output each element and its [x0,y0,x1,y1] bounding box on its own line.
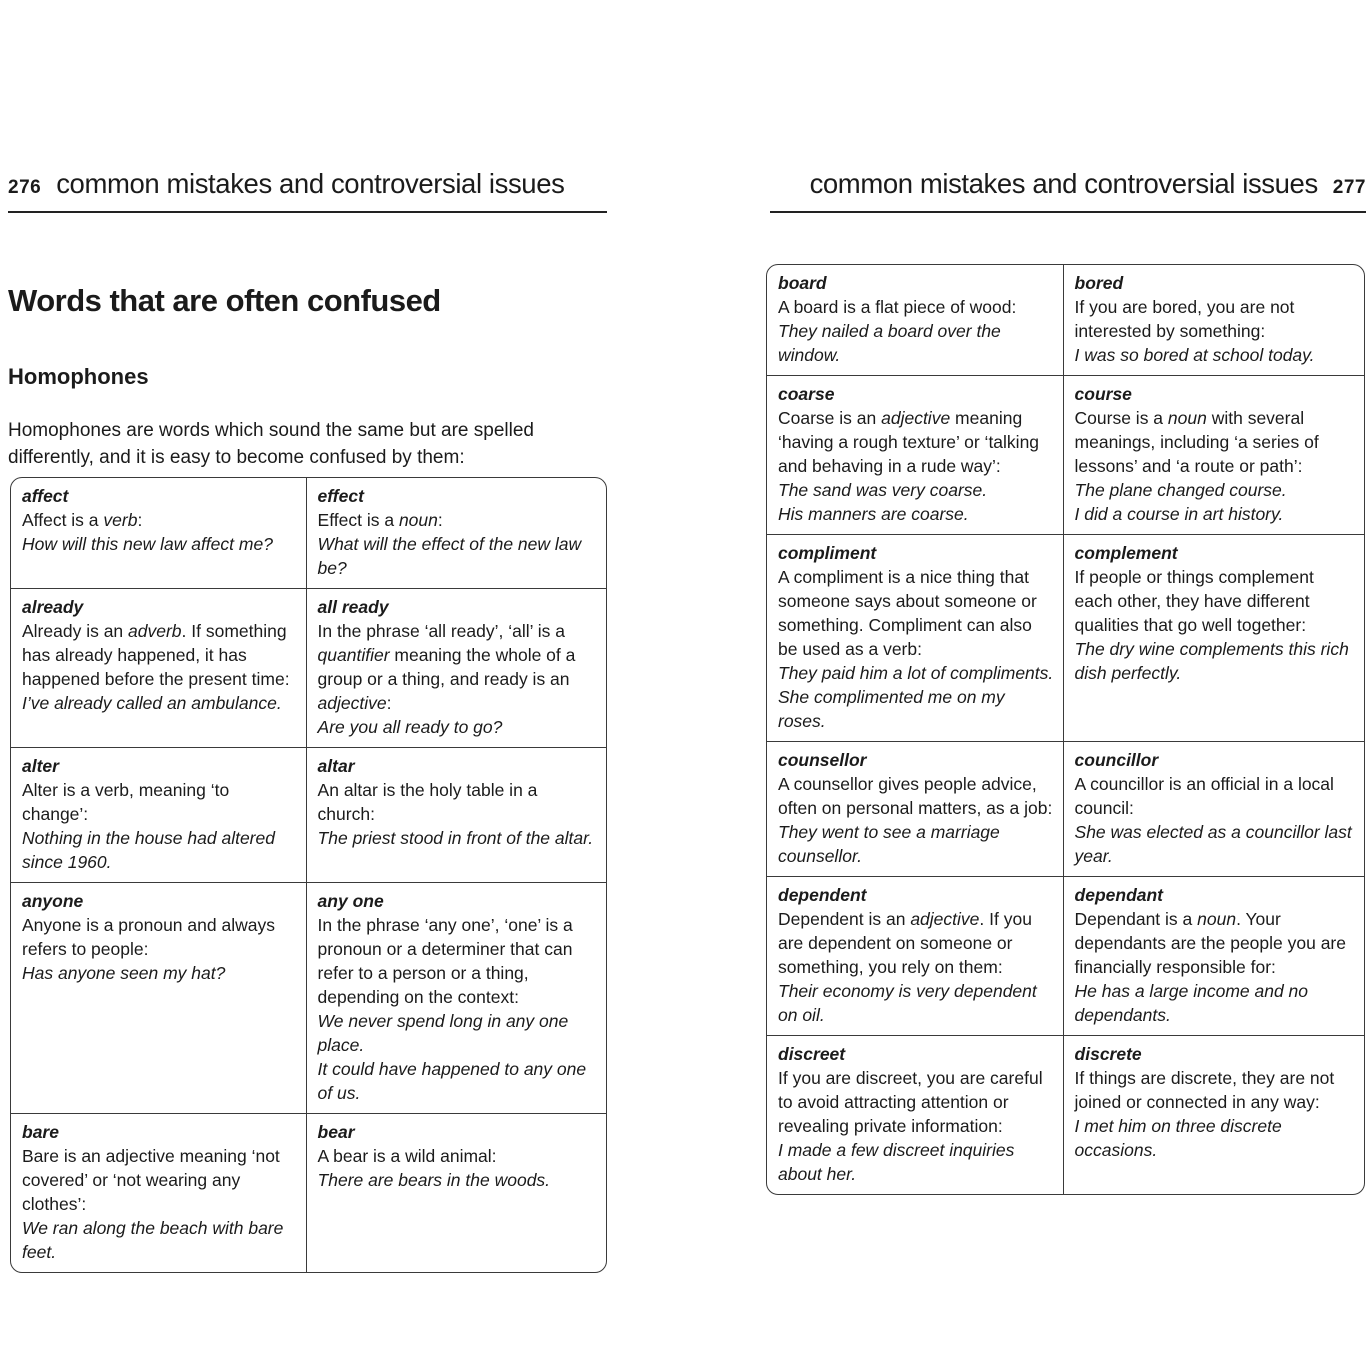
table-row [767,534,1364,741]
table-cell [11,589,306,747]
text-segment: Course is a [1074,408,1168,428]
grammar-term: noun [1197,909,1237,929]
text-segment: If you are discreet, you are careful to avoid attracting attention or revealing private information: [778,1068,1043,1136]
example-sentence [778,661,1054,685]
definition-text [318,619,597,715]
definition-text [318,1144,597,1168]
table-cell [306,748,606,882]
text-segment: meaning the whole of a group or a thing, and ready is an [317,645,576,689]
text-segment: It could have happened to any one of us. [317,1059,587,1103]
text-segment: The priest stood in front of the altar. [317,828,594,848]
example-sentence [1075,1114,1355,1162]
text-segment: Alter is a verb, meaning ‘to change’: [22,780,230,824]
definition-text [778,907,1054,979]
page-number-right: 277 [1332,177,1366,198]
intro-paragraph: Homophones are words which sound the same but are spelled differently, and it is easy to become confused by them: [8,420,534,468]
grammar-term: quantifier [317,645,390,665]
headword: bored [1074,273,1124,293]
definition-text [1075,907,1355,979]
table-cell [1063,535,1364,741]
text-segment: They went to see a marriage counsellor. [778,822,1000,866]
table-cell [767,877,1063,1035]
text-segment: Anyone is a pronoun and always refers to people: [22,915,275,959]
table-cell [1063,1036,1364,1194]
table-cell [1063,742,1364,876]
text-segment: : [137,510,143,530]
definition-text [22,1144,297,1216]
example-sentence [318,1168,597,1192]
table-row [767,375,1364,534]
table-cell [767,742,1063,876]
text-segment: Bare is an adjective meaning ‘not covered’ or ‘not wearing any clothes’: [22,1146,280,1214]
definition-text [778,406,1054,478]
headword: bare [22,1122,59,1142]
text-segment: In the phrase ‘any one’, ‘one’ is a pronoun or a determiner that can refer to a person or a thing, depending on the context: [317,915,573,1007]
table-row [11,478,606,588]
text-segment: In the phrase ‘all ready’, ‘all’ is a [317,621,565,641]
text-segment: Are you all ready to go? [317,717,503,737]
headword: councillor [1074,750,1159,770]
headword: coarse [778,384,835,404]
running-head-right [770,168,1366,213]
example-sentence [1075,979,1355,1027]
definition-text [1075,1066,1355,1114]
text-segment: . Your dependants are the people you are financially responsible for: [1074,909,1346,977]
definition-text [318,508,597,532]
headword: effect [317,486,364,506]
grammar-term: verb [103,510,138,530]
example-sentence [778,820,1054,868]
table-cell [11,478,306,588]
headword: all ready [317,597,389,617]
example-sentence [318,715,597,739]
table-cell [767,376,1063,534]
grammar-term: adjective [317,693,387,713]
example-sentence [318,532,597,580]
grammar-term: adjective [910,909,980,929]
text-segment: She complimented me on my roses. [778,687,1005,731]
table-row [767,265,1364,375]
text-segment: Nothing in the house had altered since 1960. [22,828,275,872]
table-row [11,588,606,747]
text-segment: Dependant is a [1074,909,1198,929]
definition-text [1075,406,1355,478]
headword: board [778,273,827,293]
text-segment: Already is an [22,621,129,641]
text-segment: I did a course in art history. [1074,504,1284,524]
text-segment: He has a large income and no dependants. [1074,981,1309,1025]
headword: altar [317,756,355,776]
definition-text [22,508,297,532]
text-segment: Affect is a [22,510,104,530]
text-segment: . If something has already happened, it has happened before the present time: [22,621,290,689]
headword: anyone [22,891,84,911]
example-sentence [22,826,297,874]
headword: alter [22,756,59,776]
definition-text [778,1066,1054,1138]
example-sentence [318,1057,597,1105]
example-sentence [1075,820,1355,868]
headword: already [22,597,84,617]
text-segment: An altar is the holy table in a church: [317,780,538,824]
text-segment: His manners are coarse. [778,504,969,524]
headword: any one [317,891,384,911]
text-segment: I was so bored at school today. [1074,345,1315,365]
running-head-right-text: common mistakes and controversial issues [809,168,1318,199]
table-cell [767,1036,1063,1194]
table-cell [11,1114,306,1272]
headword: compliment [778,543,877,563]
headword: bear [317,1122,355,1142]
table-row [11,882,606,1113]
table-cell [306,478,606,588]
grammar-term: adverb [128,621,182,641]
table-row [11,747,606,882]
headword: discrete [1074,1044,1142,1064]
example-sentence [22,961,297,985]
example-sentence [1075,502,1355,526]
example-sentence [778,685,1054,733]
text-segment: I met him on three discrete occasions. [1074,1116,1282,1160]
table-cell [306,883,606,1113]
text-segment: : [386,693,392,713]
text-segment: They paid him a lot of compliments. [778,663,1054,683]
table-cell [11,748,306,882]
section-heading-homophones: Homophones [8,364,149,390]
example-sentence [22,532,297,556]
headword: counsellor [778,750,867,770]
text-segment: A councillor is an official in a local council: [1074,774,1334,818]
definition-text [318,778,597,826]
grammar-term: adjective [881,408,951,428]
example-sentence [778,502,1054,526]
definition-text [778,565,1054,661]
headword: discreet [778,1044,846,1064]
homophones-table-left [10,477,607,1273]
text-segment: If you are bored, you are not interested by something: [1074,297,1295,341]
example-sentence [1075,343,1355,367]
example-sentence [778,319,1054,367]
example-sentence [318,1009,597,1057]
example-sentence [778,1138,1054,1186]
table-row [767,1035,1364,1194]
definition-text [778,295,1054,319]
definition-text [778,772,1054,820]
text-segment: I made a few discreet inquiries about her. [778,1140,1015,1184]
definition-text [22,619,297,691]
table-row [767,876,1364,1035]
grammar-term: noun [1167,408,1207,428]
homophones-table-right [766,264,1365,1195]
example-sentence [778,979,1054,1027]
text-segment: The plane changed course. [1074,480,1287,500]
text-segment: They nailed a board over the window. [778,321,1001,365]
text-segment: If people or things complement each other, they have different qualities that go well together: [1074,567,1314,635]
headword: course [1074,384,1132,404]
definition-text [22,778,297,826]
definition-text [1075,295,1355,343]
text-segment: She was elected as a councillor last year. [1074,822,1352,866]
text-segment: Coarse is an [778,408,882,428]
text-segment: A board is a flat piece of wood: [778,297,1017,317]
text-segment: Effect is a [317,510,399,530]
page-number-left: 276 [8,177,42,198]
text-segment: A compliment is a nice thing that someone says about someone or something. Compliment can also be used as a verb: [778,567,1037,659]
page-title: Words that are often confused [8,282,441,318]
example-sentence [1075,637,1355,685]
example-sentence [318,826,597,850]
text-segment: meaning ‘having a rough texture’ or ‘talking and behaving in a rude way’: [778,408,1040,476]
text-segment: The dry wine complements this rich dish perfectly. [1074,639,1349,683]
text-segment: . If you are dependent on someone or something, you rely on them: [778,909,1032,977]
definition-text [1075,565,1355,637]
text-segment: : [437,510,443,530]
text-segment: The sand was very coarse. [778,480,988,500]
text-segment: We never spend long in any one place. [317,1011,569,1055]
headword: dependent [778,885,867,905]
text-segment: Has anyone seen my hat? [22,963,226,983]
table-cell [306,1114,606,1272]
table-row [767,741,1364,876]
text-segment: There are bears in the woods. [317,1170,551,1190]
table-cell [1063,265,1364,375]
example-sentence [778,478,1054,502]
table-cell [1063,877,1364,1035]
example-sentence [1075,478,1355,502]
headword: dependant [1074,885,1164,905]
text-segment: What will the effect of the new law be? [317,534,582,578]
grammar-term: noun [398,510,438,530]
definition-text [318,913,597,1009]
text-segment: A counsellor gives people advice, often on personal matters, as a job: [778,774,1053,818]
text-segment: Dependent is an [778,909,911,929]
table-cell [11,883,306,1113]
text-segment: We ran along the beach with bare feet. [22,1218,284,1262]
text-segment: Their economy is very dependent on oil. [778,981,1037,1025]
definition-text [22,913,297,961]
text-segment: A bear is a wild animal: [317,1146,497,1166]
table-cell [306,589,606,747]
running-head-left-text: common mistakes and controversial issues [56,168,565,199]
table-cell [1063,376,1364,534]
text-segment: with several meanings, including ‘a series of lessons’ and ‘a route or path’: [1074,408,1319,476]
headword: complement [1074,543,1178,563]
example-sentence [22,691,297,715]
text-segment: I’ve already called an ambulance. [22,693,282,713]
table-row [11,1113,606,1272]
example-sentence [22,1216,297,1264]
table-cell [767,535,1063,741]
headword: affect [22,486,69,506]
text-segment: How will this new law affect me? [22,534,273,554]
table-cell [767,265,1063,375]
definition-text [1075,772,1355,820]
text-segment: If things are discrete, they are not joined or connected in any way: [1074,1068,1335,1112]
running-head-left [8,168,607,213]
